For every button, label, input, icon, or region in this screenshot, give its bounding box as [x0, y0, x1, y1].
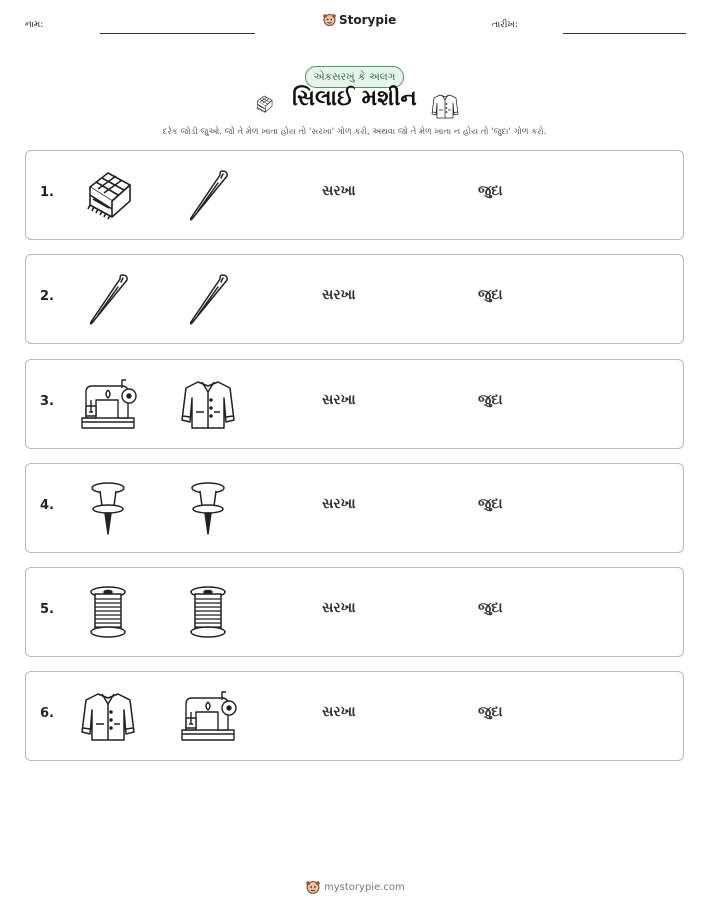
- same-option[interactable]: સરખા: [322, 392, 356, 408]
- brand-logo: [323, 13, 396, 27]
- pushpin-icon: [178, 478, 238, 538]
- thread-spool-icon: [78, 582, 138, 642]
- same-option[interactable]: સરખા: [322, 496, 356, 512]
- shirt-icon: [78, 686, 138, 746]
- instructions: દરેક જોડી જુઓ. જો તે મેળ ખાતા હોય તો 'સરખા' ગોળ કરો, અથવા જો તે મેળ ખાતા ન હોય તો 'જુદા' ગોળ કરો.: [162, 127, 547, 137]
- different-option[interactable]: જુદા: [478, 392, 503, 408]
- question-number: 1.: [40, 185, 54, 200]
- question-number: 3.: [40, 394, 54, 409]
- fabric-icon: [78, 165, 138, 225]
- footer-url[interactable]: mystorypie.com: [324, 882, 405, 893]
- question-row-4: [25, 463, 684, 553]
- storypie-mascot-icon: [323, 13, 336, 27]
- question-row-1: [25, 150, 684, 240]
- question-row-5: [25, 567, 684, 657]
- name-write-line[interactable]: [100, 33, 255, 34]
- sewing-machine-icon: [78, 374, 138, 434]
- different-option[interactable]: જુદા: [478, 600, 503, 616]
- page-title: સિલાઈ મશીન: [292, 86, 417, 111]
- question-row-6: [25, 671, 684, 761]
- different-option[interactable]: જુદા: [478, 496, 503, 512]
- date-label: તારીખ:: [492, 20, 518, 30]
- same-option[interactable]: સરખા: [322, 287, 356, 303]
- same-option[interactable]: સરખા: [322, 600, 356, 616]
- question-number: 4.: [40, 498, 54, 513]
- date-write-line[interactable]: [563, 33, 686, 34]
- thread-spool-icon: [178, 582, 238, 642]
- needle-icon: [178, 165, 238, 225]
- question-number: 2.: [40, 289, 54, 304]
- needle-icon: [178, 269, 238, 329]
- same-option[interactable]: સરખા: [322, 183, 356, 199]
- shirt-icon: [430, 91, 460, 121]
- different-option[interactable]: જુદા: [478, 287, 503, 303]
- question-number: 5.: [40, 602, 54, 617]
- storypie-mascot-icon: [306, 880, 320, 895]
- needle-icon: [78, 269, 138, 329]
- worksheet-type-badge: એકસરખું કે અલગ: [305, 66, 404, 88]
- question-number: 6.: [40, 706, 54, 721]
- sewing-machine-icon: [178, 686, 238, 746]
- shirt-icon: [178, 374, 238, 434]
- question-row-2: [25, 254, 684, 344]
- brand-name: Storypie: [339, 13, 397, 27]
- pushpin-icon: [78, 478, 138, 538]
- question-row-3: [25, 359, 684, 449]
- different-option[interactable]: જુદા: [478, 183, 503, 199]
- different-option[interactable]: જુદા: [478, 704, 503, 720]
- same-option[interactable]: સરખા: [322, 704, 356, 720]
- footer: [306, 880, 405, 895]
- name-label: નામ:: [25, 20, 44, 30]
